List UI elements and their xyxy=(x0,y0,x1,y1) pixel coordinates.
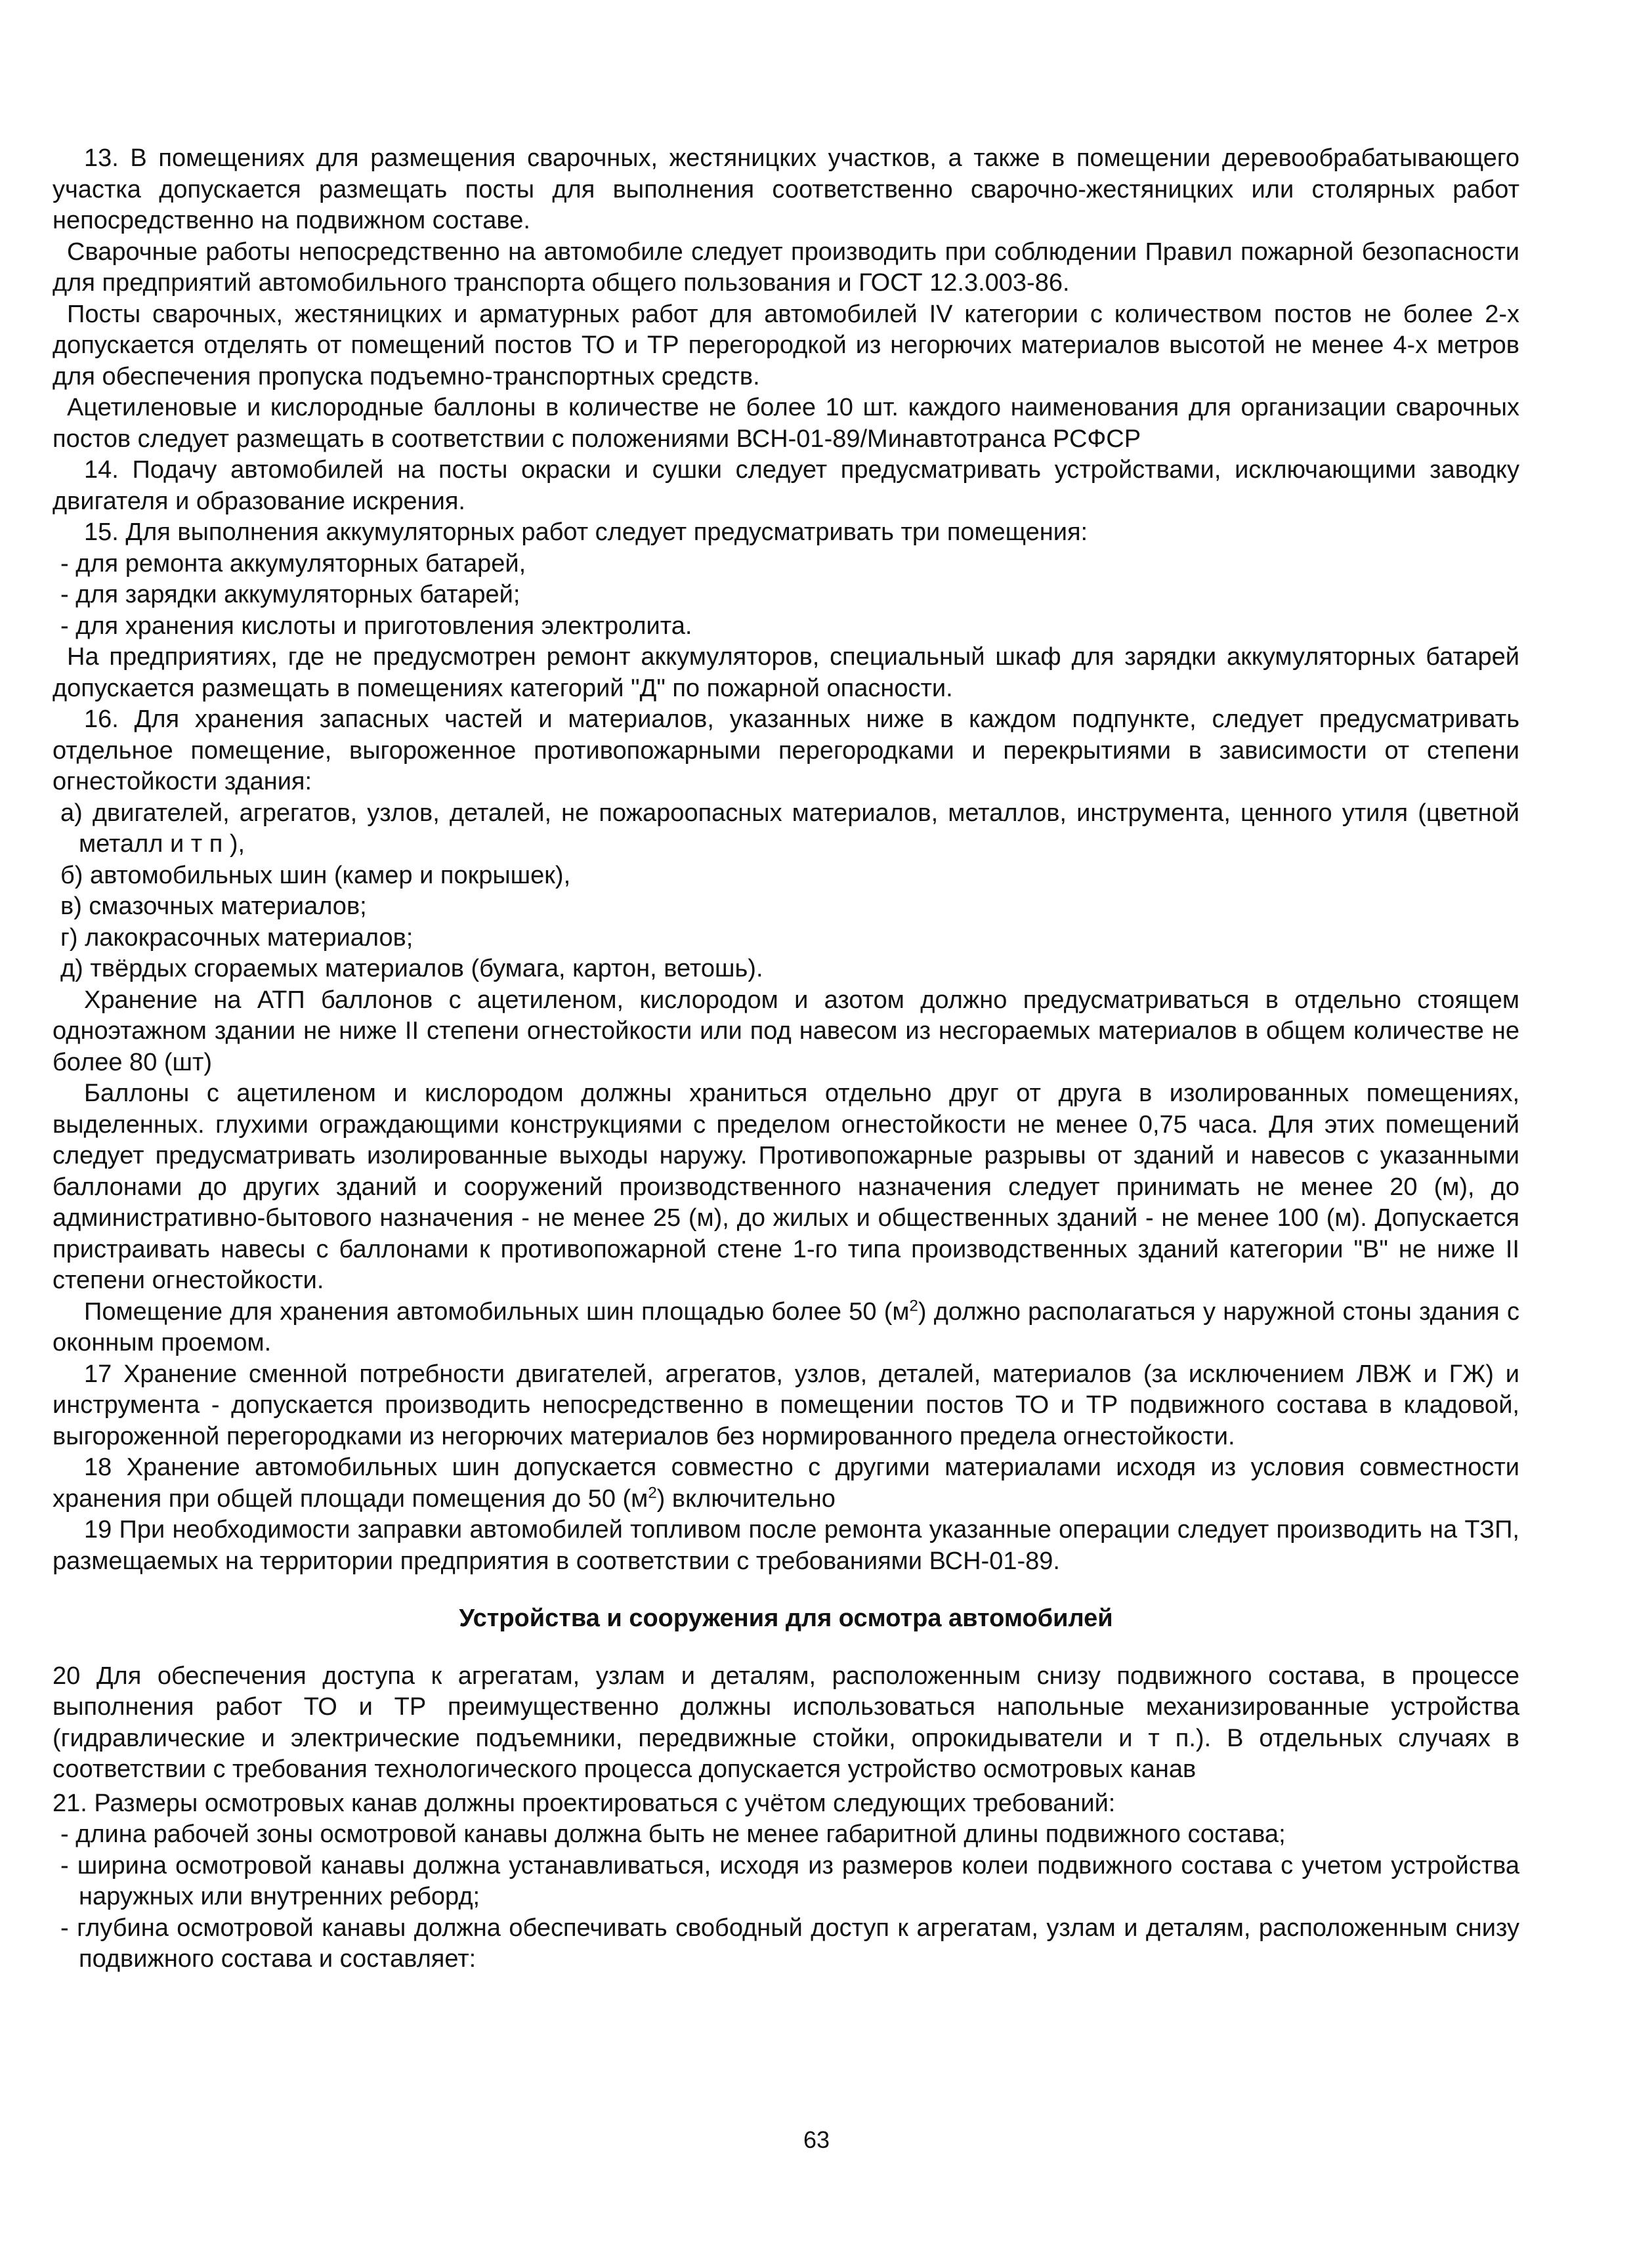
list-item: - длина рабочей зоны осмотровой канавы должна быть не менее габаритной длины подвижного состава; xyxy=(60,1820,1286,1848)
paragraph-welding-rules: Сварочные работы непосредственно на автомобиле следует производить при соблюдении Правил пожарной безопасности для предприятий автомобильного транспорта общего пользования и ГОСТ 12.3.003-86. xyxy=(53,238,1519,297)
paragraph-20: 20 Для обеспечения доступа к агрегатам, узлам и деталям, расположенным снизу подвижного состава, в процессе выполнения работ ТО и ТР преимущественно должны использоваться напольные механизированные устройства (гидравлические и электрические подъемники, передвижные стойки, опрокидыватели и т п.). В отдельных случаях в соответствии с требования технологического процесса допускается устройство осмотровых канав xyxy=(53,1662,1519,1783)
superscript-two: 2 xyxy=(648,1483,657,1502)
section-heading: Устройства и сооружения для осмотра автомобилей xyxy=(459,1605,1113,1632)
list-item: - для хранения кислоты и приготовления электролита. xyxy=(60,612,692,640)
list-item: г) лакокрасочных материалов; xyxy=(60,923,414,952)
document-page xyxy=(53,143,1519,1975)
paragraph-gas-cylinders: Ацетиленовые и кислородные баллоны в количестве не более 10 шт. каждого наименования для организации сварочных постов следует размещать в соответствии с положениями ВСН-01-89/Минавтотранса РСФСР xyxy=(53,394,1519,453)
list-item: - ширина осмотровой канавы должна устанавливаться, исходя из размеров колеи подвижного состава с учетом устройства наружных или внутренних реборд; xyxy=(60,1851,1519,1910)
paragraph-18: 18 Хранение автомобильных шин допускается совместно с другими материалами исходя из условия совместности хранения при общей площади помещения до 50 $(м^2)$ включительно xyxy=(53,1454,1519,1513)
paragraph-14: 14. Подачу автомобилей на посты окраски и сушки следует предусматривать устройствами, исключающими заводку двигателя и образование искрения. xyxy=(53,456,1519,515)
paragraph-15: 15. Для выполнения аккумуляторных работ следует предусматривать три помещения: xyxy=(84,518,1088,546)
list-item: в) смазочных материалов; xyxy=(60,892,367,920)
list-item: а) двигателей, агрегатов, узлов, деталей, не пожароопасных материалов, металлов, инструмента, ценного утиля (цветной металл и т п ), xyxy=(60,799,1519,858)
list-item: д) твёрдых сгораемых материалов (бумага, картон, ветошь). xyxy=(60,955,763,982)
list-item: - глубина осмотровой канавы должна обеспечивать свободный доступ к агрегатам, узлам и деталям, расположенным снизу подвижного состава и составляет: xyxy=(60,1914,1519,1973)
list-item: - для ремонта аккумуляторных батарей, xyxy=(60,549,526,578)
pit-requirements-list xyxy=(53,1819,1519,1975)
list-item: - для зарядки аккумуляторных батарей; xyxy=(60,581,520,608)
paragraph-cylinder-rooms: Баллоны с ацетиленом и кислородом должны храниться отдельно друг от друга в изолированных помещениях, выделенных. глухими ограждающими конструкциями с пределом огнестойкости не менее 0,75 часа. Для этих помещений следует предусматривать изолированные выходы наружу. Противопожарные разрывы от зданий и навесов с указанными баллонами до других зданий и сооружений производственного назначения следует принимать не менее 20 (м), до административно-бытового назначения - не менее 25 (м), до жилых и общественных зданий - не менее 100 (м). Допускается пристраивать навесы с баллонами к противопожарной стене 1-го типа производственных зданий категории "В" не ниже II степени огнестойкости. xyxy=(53,1080,1519,1294)
paragraph-charging-cabinet: На предприятиях, где не предусмотрен ремонт аккумуляторов, специальный шкаф для зарядки аккумуляторных батарей допускается размещать в помещениях категорий "Д" по пожарной опасности. xyxy=(53,643,1519,702)
paragraph-welding-posts: Посты сварочных, жестяницких и арматурных работ для автомобилей IV категории с количеством постов не более 2-х допускается отделять от помещений постов ТО и ТР перегородкой из негорючих материалов высотой не менее 4-х метров для обеспечения пропуска подъемно-транспортных средств. xyxy=(53,300,1519,390)
storage-items-list xyxy=(53,798,1519,985)
paragraph-19: 19 При необходимости заправки автомобилей топливом после ремонта указанные операции следует производить на ТЗП, размещаемых на территории предприятия в соответствии с требованиями ВСН-01-89. xyxy=(53,1516,1519,1575)
paragraph-21: 21. Размеры осмотровых канав должны проектироваться с учётом следующих требований: xyxy=(53,1789,1116,1817)
paragraph-17: 17 Хранение сменной потребности двигателей, агрегатов, узлов, деталей, материалов (за исключением ЛВЖ и ГЖ) и инструмента - допускается производить непосредственно в помещении постов ТО и ТР подвижного состава в кладовой, выгороженной перегородками из негорючих материалов без нормированного предела огнестойкости. xyxy=(53,1360,1519,1450)
superscript-two: 2 xyxy=(909,1296,918,1314)
paragraph-tire-room: Помещение для хранения автомобильных шин площадью более 50 $(м^2)$ должно располагаться у наружной стоны здания с оконным проемом. xyxy=(53,1296,1519,1356)
battery-rooms-list xyxy=(53,549,1519,642)
page-number: 63 xyxy=(803,2126,830,2153)
paragraph-13: 13. В помещениях для размещения сварочных, жестяницких участков, а также в помещении деревообрабатывающего участка допускается размещать посты для выполнения соответственно сварочно-жестяницких или столярных работ непосредственно на подвижном составе. xyxy=(53,144,1519,234)
paragraph-16: 16. Для хранения запасных частей и материалов, указанных ниже в каждом подпункте, следует предусматривать отдельное помещение, выгороженное противопожарными перегородками и перекрытиями в зависимости от степени огнестойкости здания: xyxy=(53,705,1519,795)
list-item: б) автомобильных шин (камер и покрышек), xyxy=(60,861,571,889)
paragraph-cylinder-storage: Хранение на АТП баллонов с ацетиленом, кислородом и азотом должно предусматриваться в отдельно стоящем одноэтажном здании не ниже II степени огнестойкости или под навесом из несгораемых материалов в общем количестве не более 80 (шт) xyxy=(53,986,1519,1076)
